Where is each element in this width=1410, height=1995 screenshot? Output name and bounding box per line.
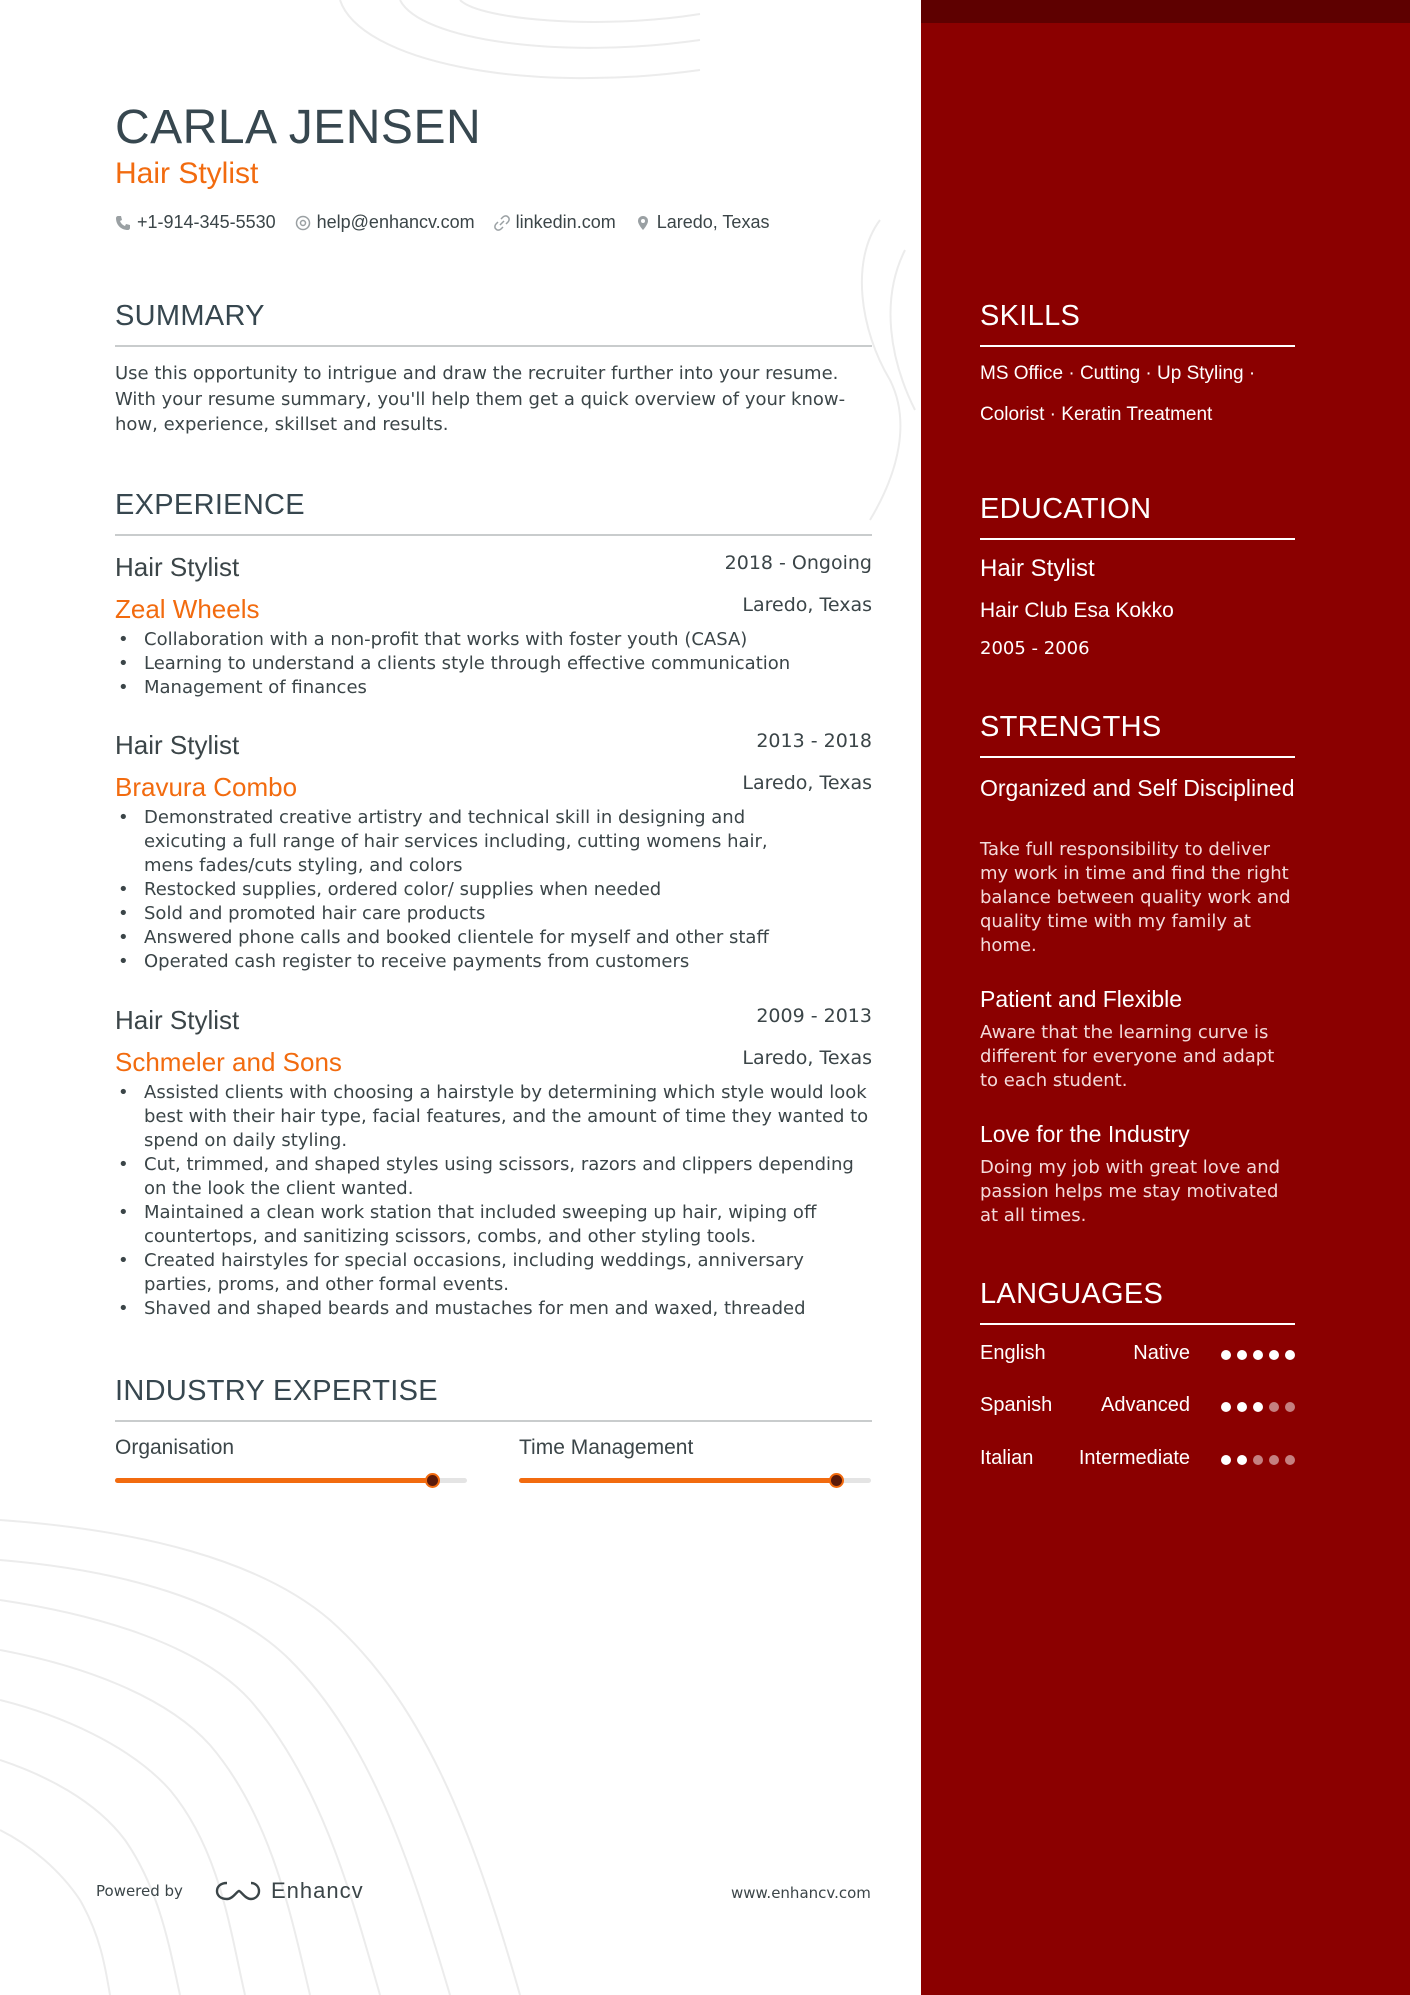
experience-divider <box>115 534 872 536</box>
contact-location-text: Laredo, Texas <box>656 212 770 232</box>
location-icon <box>635 215 651 231</box>
contact-email[interactable] <box>295 212 475 233</box>
job-location: Laredo, Texas <box>742 1047 872 1069</box>
language-level: Intermediate <box>1078 1447 1190 1469</box>
job-company: Schmeler and Sons <box>115 1047 342 1077</box>
skills-line-2: Colorist · Keratin Treatment <box>980 404 1213 425</box>
proficiency-dot <box>1253 1350 1263 1360</box>
proficiency-dot <box>1237 1350 1247 1360</box>
strength-title: Patient and Flexible <box>980 986 1183 1012</box>
summary-text: Use this opportunity to intrigue and draw the recruiter further into your resume. With your resume summary, you'll help them get a quick overview of your know-how, experience, skillset and results. <box>115 363 846 435</box>
language-dots <box>1221 1350 1295 1360</box>
proficiency-dot <box>1269 1455 1279 1465</box>
proficiency-dot <box>1285 1402 1295 1412</box>
job-bullets <box>115 1081 872 1321</box>
job-bullet: • Assisted clients with choosing a hairstyle by determining which style would look best with their hair type, facial features, and the amount of time they wanted to spend on daily styling. <box>115 1081 872 1153</box>
job-company: Bravura Combo <box>115 772 298 802</box>
expertise-fill <box>115 1478 432 1483</box>
candidate-role: Hair Stylist <box>115 157 259 190</box>
language-dots <box>1221 1455 1295 1465</box>
expertise-knob <box>829 1473 844 1488</box>
expertise-label: Organisation <box>115 1436 235 1459</box>
enhancv-logo-icon <box>215 1879 261 1903</box>
job-bullet: • Operated cash register to receive payments from customers <box>115 950 872 974</box>
job-bullets <box>115 806 872 974</box>
enhancv-logo[interactable] <box>215 1878 364 1904</box>
job-dates: 2009 - 2013 <box>756 1005 872 1027</box>
proficiency-dot <box>1253 1402 1263 1412</box>
at-icon <box>295 215 311 231</box>
proficiency-dot <box>1269 1350 1279 1360</box>
job-bullet: • Maintained a clean work station that included sweeping up hair, wiping off countertops, and sanitizing scissors, combs, and other styling tools. <box>115 1201 872 1249</box>
proficiency-dot <box>1221 1350 1231 1360</box>
proficiency-dot <box>1253 1455 1263 1465</box>
phone-icon <box>115 215 131 231</box>
candidate-name: CARLA JENSEN <box>115 101 482 154</box>
job-bullet: • Sold and promoted hair care products <box>115 902 872 926</box>
job-bullet: • Management of finances <box>115 676 872 700</box>
contact-linkedin[interactable] <box>494 212 616 233</box>
expertise-track <box>519 1478 871 1483</box>
strengths-divider <box>980 756 1295 758</box>
proficiency-dot <box>1237 1402 1247 1412</box>
strength-title: Love for the Industry <box>980 1121 1190 1147</box>
education-degree: Hair Stylist <box>980 555 1095 582</box>
enhancv-logo-text: Enhancv <box>271 1878 364 1903</box>
job-title: Hair Stylist <box>115 1005 240 1035</box>
summary-heading: SUMMARY <box>115 300 265 332</box>
expertise-divider <box>115 1420 872 1422</box>
job-bullet: • Learning to understand a clients style through effective communication <box>115 652 872 676</box>
job-bullet: • Collaboration with a non-profit that works with foster youth (CASA) <box>115 628 872 652</box>
expertise-label: Time Management <box>519 1436 694 1459</box>
strengths-heading: STRENGTHS <box>980 711 1162 743</box>
language-row <box>980 1447 1295 1473</box>
language-row <box>980 1394 1295 1420</box>
education-heading: EDUCATION <box>980 493 1152 525</box>
expertise-heading: INDUSTRY EXPERTISE <box>115 1375 438 1407</box>
job-bullet: • Answered phone calls and booked clientele for myself and other staff <box>115 926 872 950</box>
language-name: English <box>980 1342 1046 1364</box>
education-divider <box>980 538 1295 540</box>
skills-heading: SKILLS <box>980 300 1081 332</box>
proficiency-dot <box>1269 1402 1279 1412</box>
skills-line-1: MS Office · Cutting · Up Styling · <box>980 363 1256 384</box>
strength-title: Organized and Self Disciplined <box>980 775 1295 801</box>
proficiency-dot <box>1285 1455 1295 1465</box>
contact-phone[interactable] <box>115 212 276 233</box>
expertise-track <box>115 1478 467 1483</box>
proficiency-dot <box>1237 1455 1247 1465</box>
sidebar <box>921 0 1410 1995</box>
job-dates: 2013 - 2018 <box>756 730 872 752</box>
summary-divider <box>115 345 872 347</box>
language-level: Native <box>1133 1342 1190 1364</box>
job-bullet: • Shaved and shaped beards and mustaches for men and waxed, threaded <box>115 1297 872 1321</box>
job-bullet: • Demonstrated creative artistry and technical skill in designing and exicuting a full range of hair services including, cutting womens hair, mens fades/cuts styling, and colors <box>115 806 872 878</box>
contact-bar <box>115 212 769 233</box>
strength-description: Take full responsibility to deliver my work in time and find the right balance between quality work and quality time with my family at home. <box>980 839 1291 956</box>
language-level: Advanced <box>1101 1394 1190 1416</box>
education-dates: 2005 - 2006 <box>980 638 1090 659</box>
strength-description: Aware that the learning curve is different for everyone and adapt to each student. <box>980 1022 1275 1091</box>
education-school: Hair Club Esa Kokko <box>980 599 1174 622</box>
language-row <box>980 1342 1295 1368</box>
contact-location <box>635 212 770 233</box>
languages-divider <box>980 1323 1295 1325</box>
link-icon <box>494 215 510 231</box>
contact-linkedin-text: linkedin.com <box>515 212 616 232</box>
strength-description: Doing my job with great love and passion helps me stay motivated at all times. <box>980 1157 1281 1226</box>
languages-heading: LANGUAGES <box>980 1278 1164 1310</box>
proficiency-dot <box>1285 1350 1295 1360</box>
job-bullets <box>115 628 872 700</box>
contact-email-text: help@enhancv.com <box>316 212 475 232</box>
expertise-knob <box>425 1473 440 1488</box>
skills-divider <box>980 345 1295 347</box>
job-bullet: • Cut, trimmed, and shaped styles using scissors, razors and clippers depending on the look the client wanted. <box>115 1153 872 1201</box>
footer-url[interactable]: www.enhancv.com <box>731 1884 871 1902</box>
job-title: Hair Stylist <box>115 730 240 760</box>
language-dots <box>1221 1402 1295 1412</box>
experience-heading: EXPERIENCE <box>115 489 305 521</box>
job-location: Laredo, Texas <box>742 594 872 616</box>
sidebar-top-band <box>921 0 1410 23</box>
job-location: Laredo, Texas <box>742 772 872 794</box>
expertise-fill <box>519 1478 836 1483</box>
proficiency-dot <box>1221 1402 1231 1412</box>
job-company: Zeal Wheels <box>115 594 260 624</box>
language-name: Italian <box>980 1447 1034 1469</box>
job-dates: 2018 - Ongoing <box>724 552 872 574</box>
language-name: Spanish <box>980 1394 1053 1416</box>
contact-phone-text: +1-914-345-5530 <box>137 212 276 232</box>
powered-by-label: Powered by <box>96 1882 183 1900</box>
job-bullet: • Restocked supplies, ordered color/ supplies when needed <box>115 878 872 902</box>
proficiency-dot <box>1221 1455 1231 1465</box>
job-bullet: • Created hairstyles for special occasions, including weddings, anniversary parties, proms, and other formal events. <box>115 1249 872 1297</box>
job-title: Hair Stylist <box>115 552 240 582</box>
